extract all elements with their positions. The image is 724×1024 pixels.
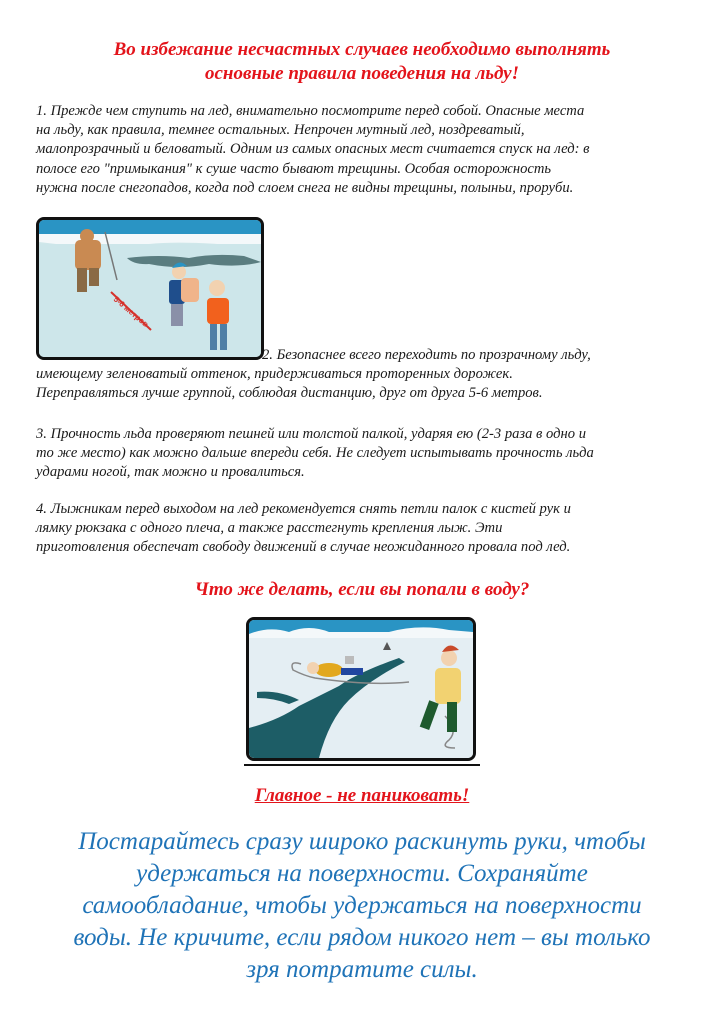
paragraph-2-line: имеющему зеленоватый оттенок, придерживаться проторенных дорожек. [36, 366, 513, 383]
page-title [0, 38, 724, 86]
paragraph-2-line: Переправляться лучше группой, соблюдая дистанцию, друг от друга 5-6 метров. [36, 385, 543, 402]
ice-walk-scene [39, 220, 261, 357]
advice-line: зря потратите силы. [246, 956, 478, 983]
paragraph-2-line: 2. Безопаснее всего переходить по прозрачному льду, [262, 347, 591, 363]
paragraph-1-line: на льду, как правила, темнее остальных. Непрочен мутный лед, ноздреватый, [36, 122, 525, 139]
paragraph-1-line: 1. Прежде чем ступить на лед, внимательно посмотрите перед собой. Опасные места [36, 103, 585, 119]
backpack [181, 278, 199, 302]
paragraph-3-line: 3. Прочность льда проверяют пешней или толстой палкой, ударяя ею (2-3 раза в одно и [36, 426, 587, 442]
paragraph-1-line: малопрозрачный и беловатый. Одним из самых опасных мест считается спуск на лед: в [36, 141, 590, 158]
title-line-1: Во избежание несчастных случаев необходимо выполнять [113, 39, 611, 60]
ice-rescue-scene [249, 620, 473, 758]
rescuer-leg [447, 702, 457, 732]
rescuer-head [441, 650, 457, 666]
advice-line: Постарайтесь сразу широко раскинуть руки, чтобы [78, 828, 646, 855]
fallen-person-jacket [315, 663, 343, 677]
advice-line: воды. Не кричите, если рядом никого нет – вы только [73, 924, 651, 951]
bucket [345, 656, 354, 664]
child-pants [171, 304, 183, 326]
ice-rescue-rope-illustration [246, 617, 476, 761]
paragraph-3 [36, 425, 696, 483]
distance-label: 5-6 метров [111, 294, 151, 329]
main-rule-text: Главное - не паниковать! [254, 785, 470, 806]
orange-jacket [207, 298, 229, 324]
fallen-person-head [307, 662, 319, 674]
adult-leg [77, 268, 87, 292]
paragraph-4 [36, 500, 696, 558]
adult-hood [80, 229, 94, 243]
paragraph-3-line: ударами ногой, так можно и провалиться. [36, 464, 305, 481]
illustration-underline [244, 764, 480, 766]
title-line-2: основные правила поведения на льду! [204, 63, 520, 84]
paragraph-1-line: нужна после снегопадов, когда под слоем снега не видны трещины, полыньи, проруби. [36, 179, 574, 196]
advice-line: самообладание, чтобы удержаться на поверхности [82, 892, 642, 919]
paragraph-2 [36, 346, 696, 404]
adult-leg [89, 268, 99, 286]
adult-jacket [75, 240, 101, 270]
main-rule-heading [0, 784, 724, 808]
advice-line: удержаться на поверхности. Сохраняйте [136, 860, 588, 887]
fallen-person-legs [341, 668, 363, 675]
sky [39, 220, 261, 234]
rescuer-coat [435, 668, 461, 704]
child-head [209, 280, 225, 296]
paragraph-3-line: то же место) как можно дальше впереди себя. Не следует испытывать прочность льда [36, 445, 594, 462]
section-subtitle: Что же делать, если вы попали в воду? [194, 579, 530, 600]
advice-text [30, 826, 694, 986]
paragraph-4-line: лямку рюкзака с одного плеча, а также расстегнуть крепления лыж. Эти [36, 520, 503, 537]
children-walking-on-ice-illustration [36, 217, 264, 360]
paragraph-1 [36, 102, 696, 198]
paragraph-4-line: 4. Лыжникам перед выходом на лед рекомендуется снять петли палок с кистей рук и [36, 501, 571, 517]
paragraph-1-line: полосе его "примыкания" к суше часто бывают трещины. Особая осторожность [36, 160, 552, 177]
paragraph-4-line: приготовления обеспечат свободу движений в случае неожиданного провала под лед. [36, 539, 571, 556]
